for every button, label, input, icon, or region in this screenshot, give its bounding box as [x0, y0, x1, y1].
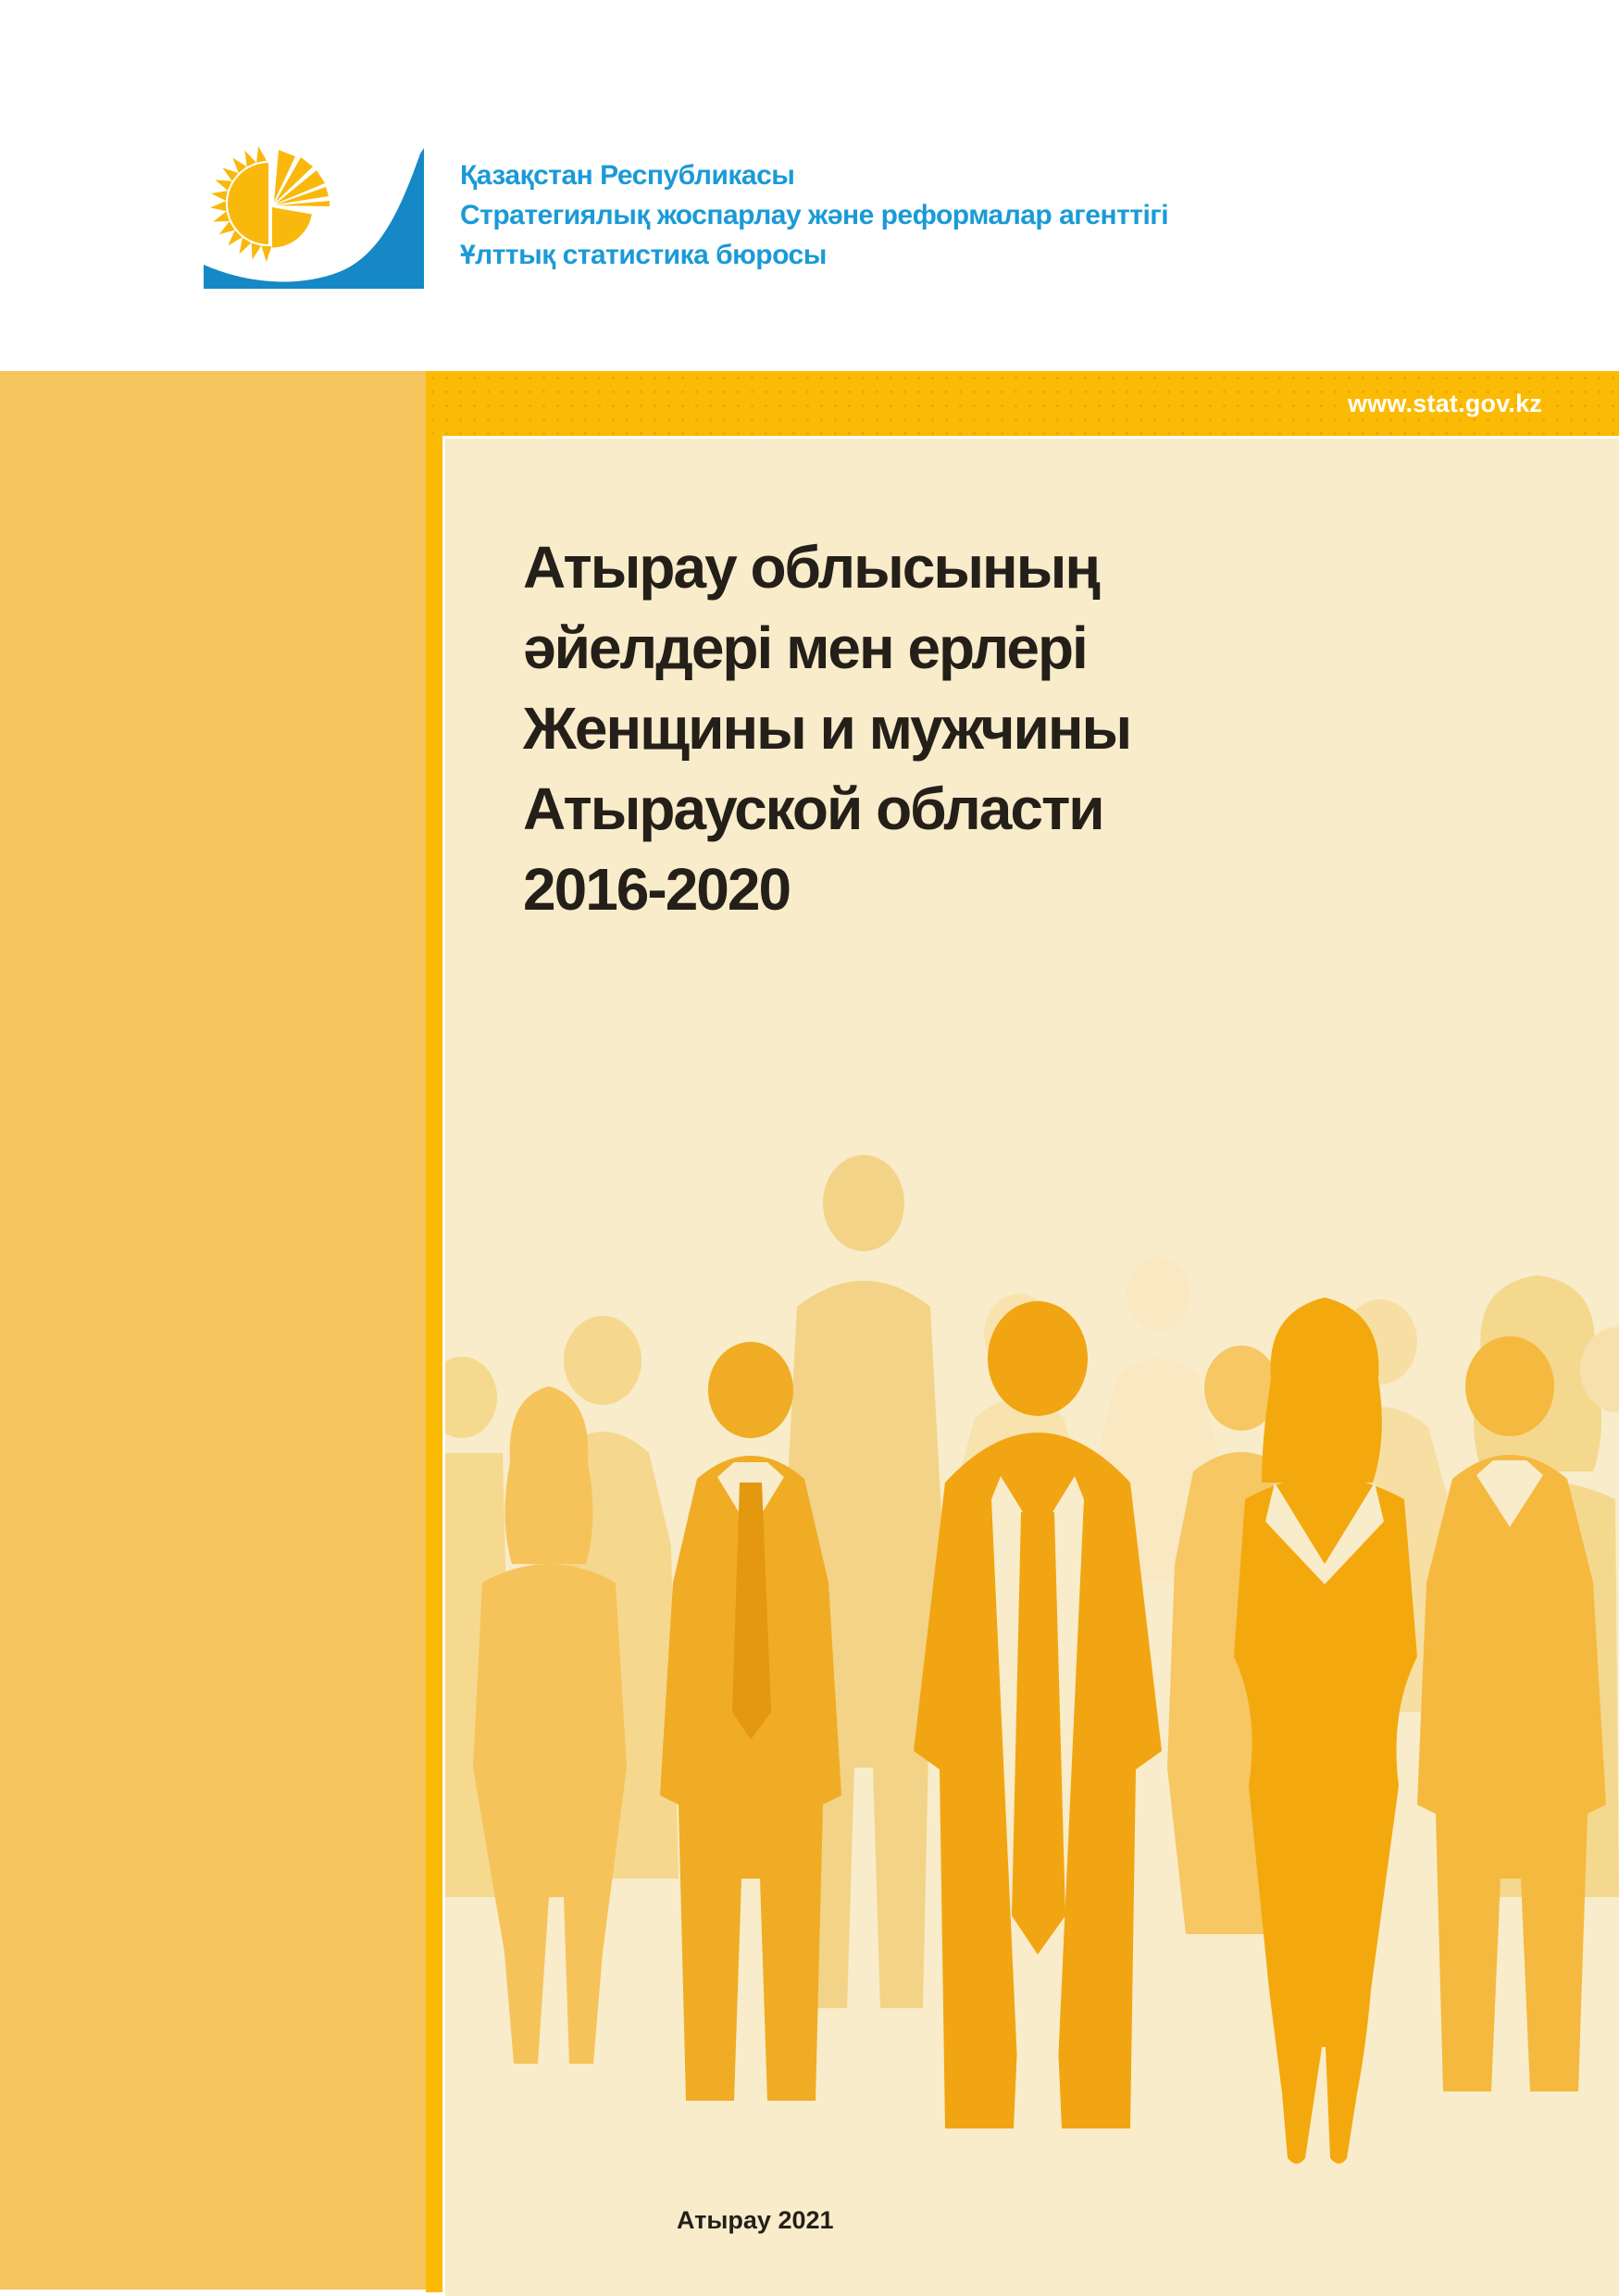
title-line-2: әйелдері мен ерлері [523, 614, 1087, 681]
org-name-line-3: Ұлттық статистика бюросы [460, 240, 827, 270]
title-line-4: Атырауской области [523, 776, 1103, 842]
accent-strip [426, 371, 442, 2292]
publication-title [523, 527, 1130, 930]
org-name-line-1: Қазақстан Республикасы [460, 160, 795, 191]
org-name-line-2: Стратегиялық жоспарлау және реформалар агенттігі [460, 200, 1169, 230]
imprint-city-year: Атырау 2021 [677, 2206, 834, 2234]
website-banner [426, 371, 1619, 436]
title-line-3: Женщины и мужчины [523, 695, 1131, 762]
organisation-name [460, 155, 1168, 275]
title-line-1: Атырау облысының [523, 534, 1099, 601]
title-line-5: 2016-2020 [523, 856, 791, 923]
website-url: www.stat.gov.kz [1347, 390, 1542, 417]
crowd-silhouettes-image [445, 1064, 1619, 2175]
cover-content-area [445, 439, 1619, 2296]
left-sidebar-band [0, 371, 426, 2290]
kazstat-logo [204, 146, 424, 289]
